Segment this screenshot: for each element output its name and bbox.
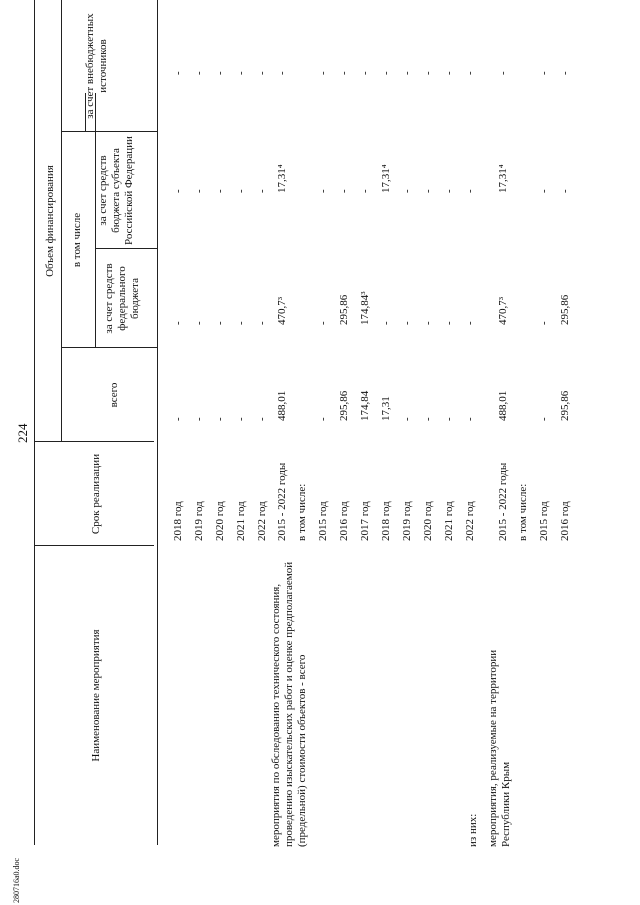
cell-period: 2019 год: [193, 501, 205, 541]
cell-total: -: [538, 417, 550, 421]
cell-period: 2018 год: [380, 501, 392, 541]
cell-federal: -: [193, 321, 205, 325]
cell-federal: -: [256, 321, 268, 325]
cell-period: 2019 год: [401, 501, 413, 541]
cell-extra: -: [559, 71, 571, 75]
cell-total: 17,31: [380, 396, 392, 421]
cell-total: -: [193, 417, 205, 421]
cell-regional: -: [559, 189, 571, 193]
header-extra: за счет внебюджетных источников: [84, 13, 109, 119]
cell-extra: -: [338, 71, 350, 75]
cell-period: 2021 год: [443, 501, 455, 541]
cell-period: 2022 год: [464, 501, 476, 541]
footer-code: 280716a0.doc: [12, 857, 21, 903]
cell-extra: -: [317, 71, 329, 75]
cell-federal: -: [538, 321, 550, 325]
cell-federal: 295,86: [338, 294, 350, 325]
measure-name-survey: мероприятия по обследованию технического состояния, проведению изыскательских работ и оценке предполагаемой (предельной) стоимости объектов - всего: [270, 561, 308, 847]
cell-extra: -: [276, 71, 288, 75]
table-top-border: [34, 0, 35, 845]
cell-extra: -: [538, 71, 550, 75]
cell-federal: -: [235, 321, 247, 325]
cell-total: -: [256, 417, 268, 421]
cell-period: 2015 год: [317, 501, 329, 541]
header-financing: Объем финансирования: [44, 165, 56, 277]
cell-total: -: [464, 417, 476, 421]
cell-extra: -: [422, 71, 434, 75]
cell-period: 2015 - 2022 годы: [276, 462, 288, 541]
cell-extra: -: [401, 71, 413, 75]
cell-extra: -: [464, 71, 476, 75]
cell-total: 295,86: [559, 390, 571, 421]
cell-period: 2022 год: [256, 501, 268, 541]
cell-period: 2020 год: [214, 501, 226, 541]
cell-extra: -: [359, 71, 371, 75]
cell-total: -: [317, 417, 329, 421]
cell-extra: -: [193, 71, 205, 75]
cell-period: 2017 год: [359, 501, 371, 541]
cell-regional: -: [422, 189, 434, 193]
cell-federal: 470,7³: [276, 296, 288, 325]
header-name: Наименование мероприятия: [90, 629, 102, 762]
cell-extra: -: [380, 71, 392, 75]
cell-period: в том числе:: [296, 483, 308, 541]
cell-federal: -: [422, 321, 434, 325]
cell-extra: -: [443, 71, 455, 75]
cell-regional: 17,31⁴: [276, 164, 288, 193]
cell-total: 295,86: [338, 390, 350, 421]
cell-regional: -: [214, 189, 226, 193]
cell-extra: -: [172, 71, 184, 75]
cell-period: 2015 год: [538, 501, 550, 541]
cell-period: 2020 год: [422, 501, 434, 541]
cell-regional: -: [317, 189, 329, 193]
header-federal: за счет средств федерального бюджета: [103, 263, 141, 334]
cell-regional: -: [538, 189, 550, 193]
cell-federal: 295,86: [559, 294, 571, 325]
cell-federal: -: [380, 321, 392, 325]
cell-extra: -: [497, 71, 509, 75]
cell-total: -: [422, 417, 434, 421]
cell-federal: -: [317, 321, 329, 325]
header-total: всего: [108, 382, 120, 408]
of-which-label: из них:: [467, 813, 479, 847]
cell-extra: -: [214, 71, 226, 75]
cell-regional: -: [401, 189, 413, 193]
cell-total: -: [401, 417, 413, 421]
cell-total: -: [172, 417, 184, 421]
financing-divider-line: [61, 0, 62, 442]
cell-federal: -: [214, 321, 226, 325]
header-bottom-line: [157, 0, 158, 845]
header-period: Срок реализации: [90, 453, 102, 535]
cell-period: 2021 год: [235, 501, 247, 541]
header-regional: за счет средств бюджета субъекта Российской Федерации: [97, 136, 135, 245]
cell-total: 488,01: [497, 390, 509, 421]
header-including: в том числе: [71, 212, 83, 268]
cell-total: -: [235, 417, 247, 421]
cell-period: 2018 год: [172, 501, 184, 541]
cell-extra: -: [256, 71, 268, 75]
measure-name-crimea: мероприятия, реализуемые на территории Республики Крым: [487, 649, 512, 847]
cell-regional: 17,31⁴: [380, 164, 392, 193]
cell-regional: -: [172, 189, 184, 193]
cell-total: 174,84: [359, 390, 371, 421]
cell-federal: 174,84³: [359, 291, 371, 325]
cell-regional: -: [338, 189, 350, 193]
cell-regional: -: [193, 189, 205, 193]
cell-total: -: [214, 417, 226, 421]
cell-regional: -: [359, 189, 371, 193]
cell-federal: -: [401, 321, 413, 325]
cell-regional: -: [443, 189, 455, 193]
cell-period: 2015 - 2022 годы: [497, 462, 509, 541]
cell-federal: -: [443, 321, 455, 325]
page-number: 224: [15, 423, 30, 443]
cell-regional: -: [235, 189, 247, 193]
cell-extra: -: [235, 71, 247, 75]
federal-regional-separator: [95, 248, 157, 249]
cell-period: в том числе:: [517, 483, 529, 541]
cell-regional: 17,31⁴: [497, 164, 509, 193]
cell-total: -: [443, 417, 455, 421]
cell-federal: -: [464, 321, 476, 325]
cell-total: 488,01: [276, 390, 288, 421]
cell-federal: -: [172, 321, 184, 325]
cell-period: 2016 год: [338, 501, 350, 541]
cell-period: 2016 год: [559, 501, 571, 541]
cell-federal: 470,7³: [497, 296, 509, 325]
cell-regional: -: [256, 189, 268, 193]
cell-regional: -: [464, 189, 476, 193]
